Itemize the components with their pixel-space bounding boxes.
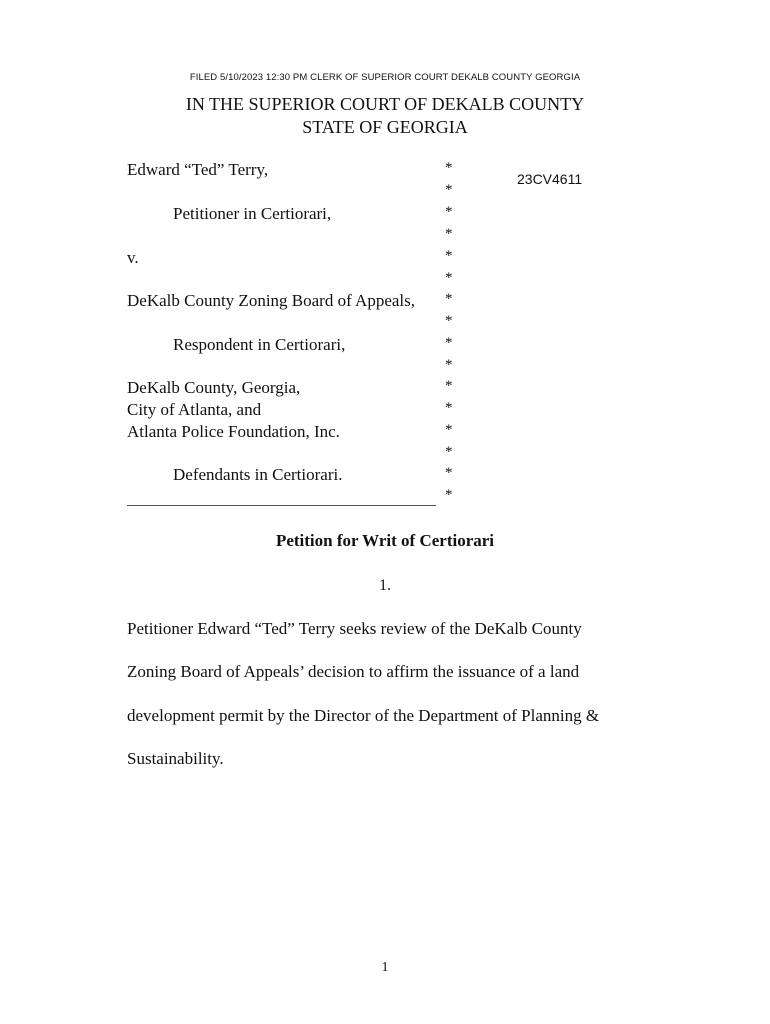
caption-rule xyxy=(127,505,436,506)
caption-star: * xyxy=(445,182,453,198)
court-title: IN THE SUPERIOR COURT OF DEKALB COUNTY xyxy=(185,94,585,114)
caption-star: * xyxy=(445,400,453,416)
defendant-role: Defendants in Certiorari. xyxy=(173,465,343,484)
caption-star: * xyxy=(445,226,453,242)
filed-stamp: FILED 5/10/2023 12:30 PM CLERK OF SUPERIOR COURT DEKALB COUNTY GEORGIA xyxy=(189,72,581,83)
caption-star: * xyxy=(445,270,453,286)
caption-star: * xyxy=(445,335,453,351)
petitioner-name: Edward “Ted” Terry, xyxy=(127,160,269,179)
body-line: Sustainability. xyxy=(127,749,224,768)
defendant-apf: Atlanta Police Foundation, Inc. xyxy=(127,422,340,441)
body-line: development permit by the Director of the Department of Planning & xyxy=(127,706,600,725)
page-number: 1 xyxy=(381,960,389,975)
caption-star: * xyxy=(445,291,453,307)
defendant-dekalb: DeKalb County, Georgia, xyxy=(127,378,301,397)
respondent-name: DeKalb County Zoning Board of Appeals, xyxy=(127,291,416,310)
defendant-atlanta: City of Atlanta, and xyxy=(127,400,262,419)
caption-star: * xyxy=(445,487,453,503)
respondent-role: Respondent in Certiorari, xyxy=(173,335,346,354)
caption-star: * xyxy=(445,160,453,176)
caption-star: * xyxy=(445,378,453,394)
petitioner-role: Petitioner in Certiorari, xyxy=(173,204,332,223)
caption-star: * xyxy=(445,313,453,329)
caption-star: * xyxy=(445,465,453,481)
court-state: STATE OF GEORGIA xyxy=(302,117,468,137)
caption-star: * xyxy=(445,204,453,220)
paragraph-number: 1. xyxy=(379,577,391,594)
case-number: 23CV4611 xyxy=(517,171,583,187)
caption-star: * xyxy=(445,357,453,373)
body-line: Petitioner Edward “Ted” Terry seeks review of the DeKalb County xyxy=(127,619,582,638)
body-line: Zoning Board of Appeals’ decision to affirm the issuance of a land xyxy=(127,662,580,681)
document-heading: Petition for Writ of Certiorari xyxy=(275,531,495,550)
versus-label: v. xyxy=(127,248,139,267)
caption-star: * xyxy=(445,248,453,264)
caption-star: * xyxy=(445,444,453,460)
caption-star: * xyxy=(445,422,453,438)
